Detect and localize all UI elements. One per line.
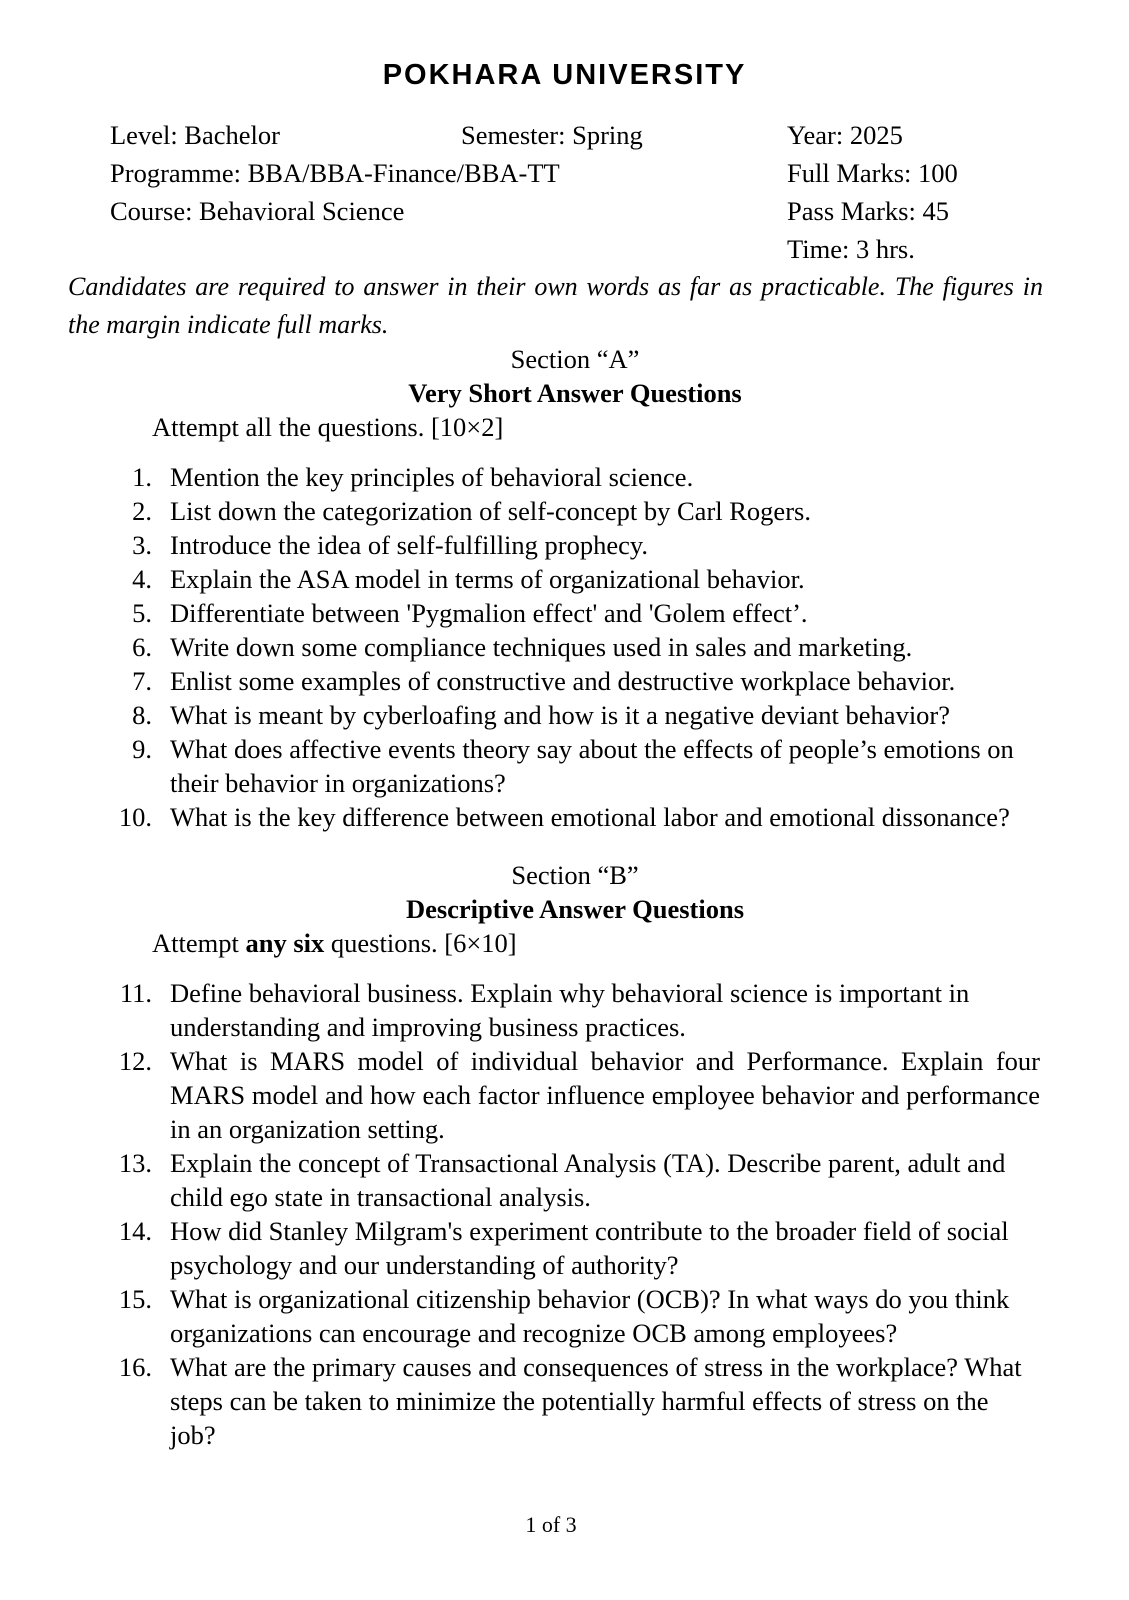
- question-text: What is the key difference between emotional labor and emotional dissonance?: [170, 802, 1010, 832]
- table-row: [100, 1146, 1040, 1214]
- meta-full-marks: Full Marks: 100: [787, 158, 958, 188]
- question-number: 9.: [132, 734, 152, 764]
- section-b-question-list: [100, 976, 1040, 1452]
- question-number: 14.: [118, 1216, 152, 1246]
- section-b-attempt-line: [152, 926, 517, 960]
- table-row: [100, 976, 1040, 1044]
- table-row: [100, 562, 1040, 596]
- question-text: Enlist some examples of constructive and destructive workplace behavior.: [170, 666, 956, 696]
- question-number: 10.: [118, 802, 152, 832]
- candidate-instruction: [68, 268, 1043, 344]
- section-a-question-list: [100, 460, 1040, 834]
- section-a-subtitle: Very Short Answer Questions: [408, 378, 742, 408]
- section-a-attempt-marks: [10×2]: [430, 412, 504, 442]
- table-row: [100, 630, 1040, 664]
- table-row: [100, 1044, 1040, 1146]
- question-number: 12.: [118, 1046, 152, 1076]
- meta-row: [110, 154, 1040, 192]
- question-text: How did Stanley Milgram's experiment contribute to the broader field of social psychology and our understanding of authority?: [170, 1216, 1009, 1280]
- question-text: Explain the ASA model in terms of organizational behavior.: [170, 564, 805, 594]
- meta-row: [110, 116, 1040, 154]
- table-row: [100, 1214, 1040, 1282]
- candidate-instruction-text: Candidates are required to answer in their own words as far as practicable. The figures in the margin indicate full marks.: [68, 272, 1043, 339]
- meta-course: Course: Behavioral Science: [110, 196, 405, 226]
- question-text: What is organizational citizenship behavior (OCB)? In what ways do you think organizations can encourage and recognize OCB among employees?: [170, 1284, 1010, 1348]
- section-b-attempt-marks: [6×10]: [444, 928, 517, 958]
- section-a-title: Section “A”: [510, 344, 640, 374]
- section-a-attempt-line: [152, 410, 503, 444]
- question-text: List down the categorization of self-concept by Carl Rogers.: [170, 496, 811, 526]
- question-text: Define behavioral business. Explain why behavioral science is important in understanding and improving business practices.: [170, 978, 970, 1042]
- question-text: What is MARS model of individual behavior and Performance. Explain four MARS model and how each factor influence employee behavior and performance in an organization setting.: [170, 1046, 1040, 1144]
- meta-semester: Semester: Spring: [461, 120, 643, 150]
- table-row: [100, 800, 1040, 834]
- section-b-attempt-prefix: Attempt: [152, 928, 246, 958]
- question-number: 5.: [132, 598, 152, 628]
- question-text: What is meant by cyberloafing and how is it a negative deviant behavior?: [170, 700, 951, 730]
- meta-year: Year: 2025: [787, 120, 903, 150]
- meta-time: Time: 3 hrs.: [787, 234, 915, 264]
- question-text: Differentiate between 'Pygmalion effect' and 'Golem effect’.: [170, 598, 808, 628]
- question-number: 2.: [132, 496, 152, 526]
- question-number: 7.: [132, 666, 152, 696]
- question-text: Introduce the idea of self-fulfilling prophecy.: [170, 530, 649, 560]
- table-row: [100, 460, 1040, 494]
- section-b-title: Section “B”: [511, 860, 639, 890]
- question-text: Mention the key principles of behavioral science.: [170, 462, 694, 492]
- question-number: 13.: [118, 1148, 152, 1178]
- question-number: 15.: [118, 1284, 152, 1314]
- meta-pass-marks: Pass Marks: 45: [787, 196, 949, 226]
- table-row: [100, 732, 1040, 800]
- meta-row: [110, 230, 1040, 268]
- question-text: What does affective events theory say about the effects of people’s emotions on their behavior in organizations?: [170, 734, 1014, 798]
- question-text: Explain the concept of Transactional Analysis (TA). Describe parent, adult and child ego state in transactional analysis.: [170, 1148, 1006, 1212]
- university-title: POKHARA UNIVERSITY: [382, 59, 747, 91]
- section-a-attempt-prefix: Attempt all the questions.: [152, 412, 431, 442]
- table-row: [100, 1350, 1040, 1452]
- meta-programme: Programme: BBA/BBA-Finance/BBA-TT: [110, 158, 560, 188]
- table-row: [100, 596, 1040, 630]
- section-b-attempt-bold: any six: [245, 928, 325, 958]
- table-row: [100, 528, 1040, 562]
- table-row: [100, 494, 1040, 528]
- table-row: [100, 698, 1040, 732]
- question-number: 4.: [132, 564, 152, 594]
- question-number: 1.: [132, 462, 152, 492]
- meta-row: [110, 192, 1040, 230]
- question-text: What are the primary causes and consequences of stress in the workplace? What steps can be taken to minimize the potentially harmful effects of stress on the job?: [170, 1352, 1022, 1450]
- section-b-attempt-suffix: questions.: [324, 928, 445, 958]
- question-number: 8.: [132, 700, 152, 730]
- question-number: 3.: [132, 530, 152, 560]
- table-row: [100, 1282, 1040, 1350]
- question-text: Write down some compliance techniques used in sales and marketing.: [170, 632, 913, 662]
- page-footer: 1 of 3: [525, 1512, 577, 1537]
- question-number: 16.: [118, 1352, 152, 1382]
- question-number: 11.: [119, 978, 152, 1008]
- meta-level: Level: Bachelor: [110, 120, 280, 150]
- question-number: 6.: [132, 632, 152, 662]
- table-row: [100, 664, 1040, 698]
- exam-meta-block: [110, 116, 1040, 268]
- section-b-subtitle: Descriptive Answer Questions: [405, 894, 745, 924]
